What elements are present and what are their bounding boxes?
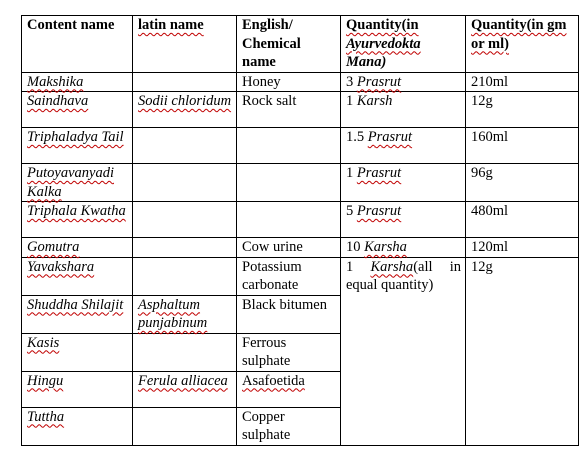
table-row [22,238,579,258]
cell-latin: Ferula alliacea [133,371,237,407]
header-quantity-ayurvedokta: Quantity(in Ayurvedokta Mana) [341,16,466,73]
cell-content: Makshika [22,72,133,92]
cell-qty-ayur: 5 Prasrut [341,202,466,238]
table-row [22,92,579,128]
cell-content: Shuddha Shilajit [22,295,133,333]
header-latin-name: latin name [133,16,237,73]
cell-content: Gomutra [22,238,133,258]
cell-qty-ayur: 1 Karsh [341,92,466,128]
table-row [22,72,579,92]
cell-content: Putoyavanyadi Kalka [22,164,133,202]
cell-english: Cow urine [237,238,341,258]
cell-content: Saindhava [22,92,133,128]
table-row [22,164,579,202]
cell-latin [133,333,237,371]
cell-english: Rock salt [237,92,341,128]
header-row [22,16,579,73]
cell-english: Copper sulphate [237,407,341,445]
cell-latin [133,407,237,445]
header-content-name: Content name [22,16,133,73]
cell-latin [133,238,237,258]
cell-qty-ayur-merged: 1 Karsha(all in equal quantity) [341,257,466,445]
cell-qty-gm: 96g [466,164,579,202]
cell-qty-gm: 210ml [466,72,579,92]
cell-english: Asafoetida [237,371,341,407]
cell-qty-ayur: 3 Prasrut [341,72,466,92]
cell-qty-gm: 480ml [466,202,579,238]
cell-qty-ayur: 10 Karsha [341,238,466,258]
cell-content: Triphaladya Tail [22,128,133,164]
cell-qty-gm: 120ml [466,238,579,258]
cell-english [237,128,341,164]
cell-english: Potassium carbonate [237,257,341,295]
cell-qty-ayur: 1.5 Prasrut [341,128,466,164]
cell-content: Yavakshara [22,257,133,295]
cell-content: Kasis [22,333,133,371]
cell-qty-gm-merged: 12g [466,257,579,445]
cell-english: Ferrous sulphate [237,333,341,371]
cell-latin: Asphaltum punjabinum [133,295,237,333]
cell-content: Hingu [22,371,133,407]
cell-content: Tuttha [22,407,133,445]
header-quantity-gm-ml: Quantity(in gm or ml) [466,16,579,73]
cell-english: Honey [237,72,341,92]
table-row [22,202,579,238]
cell-latin [133,128,237,164]
cell-english [237,164,341,202]
cell-english: Black bitumen [237,295,341,333]
cell-latin [133,202,237,238]
cell-qty-gm: 160ml [466,128,579,164]
cell-latin [133,257,237,295]
cell-english [237,202,341,238]
ingredients-table [21,15,579,446]
cell-latin [133,164,237,202]
table-row [22,128,579,164]
cell-qty-ayur: 1 Prasrut [341,164,466,202]
cell-latin [133,72,237,92]
cell-content: Triphala Kwatha [22,202,133,238]
cell-latin: Sodii chloridum [133,92,237,128]
header-english-name: English/ Chemical name [237,16,341,73]
cell-qty-gm: 12g [466,92,579,128]
table-row [22,257,579,295]
